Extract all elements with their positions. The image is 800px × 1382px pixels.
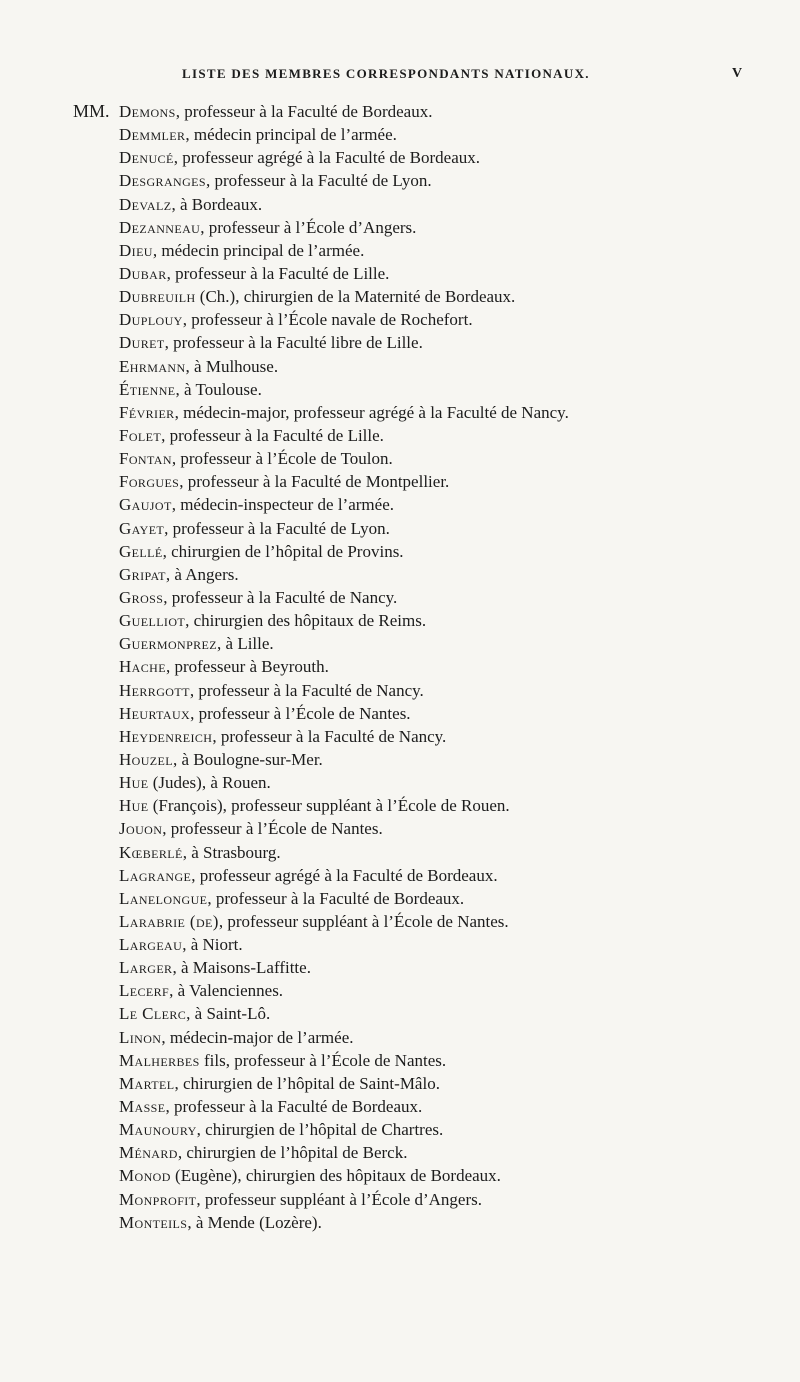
entry-text — [119, 493, 394, 516]
list-item — [0, 910, 800, 933]
list-item — [0, 1164, 800, 1187]
entry-text — [119, 216, 416, 239]
entry-text — [119, 424, 384, 447]
member-description: , médecin principal de l’armée. — [152, 240, 365, 260]
list-item — [0, 193, 800, 216]
member-description: , à Lille. — [217, 634, 274, 654]
member-description: , chirurgien de l’hôpital de Chartres. — [196, 1120, 444, 1140]
member-name: Lagrange — [119, 865, 192, 885]
entry-text — [119, 1188, 482, 1211]
member-name: Dubreuilh — [119, 287, 196, 307]
list-item — [0, 378, 800, 401]
member-name: Dubar — [119, 263, 167, 283]
member-name: Heydenreich — [119, 726, 213, 746]
page-number: V — [732, 66, 743, 81]
entry-text — [119, 447, 393, 470]
member-name: Largeau — [119, 935, 183, 955]
entry-text — [119, 609, 426, 632]
entry-text — [119, 1211, 322, 1234]
entry-text — [119, 123, 397, 146]
member-name: Guelliot — [119, 611, 186, 631]
list-item — [0, 586, 800, 609]
list-item — [0, 817, 800, 840]
member-description: , à Toulouse. — [175, 379, 262, 399]
member-name: Monteils — [119, 1212, 188, 1232]
entry-text — [119, 933, 243, 956]
member-name: Gross — [119, 587, 164, 607]
member-description: , professeur à la Faculté libre de Lille. — [164, 333, 423, 353]
member-description: , professeur suppléant à l’École de Nantes. — [218, 911, 509, 931]
entry-text — [119, 725, 446, 748]
list-item — [0, 679, 800, 702]
list-item — [0, 146, 800, 169]
honorific-prefix: MM. — [73, 101, 110, 121]
member-description: , professeur à la Faculté de Lyon. — [205, 171, 432, 191]
list-item — [0, 748, 800, 771]
member-name: Hue — [119, 796, 149, 816]
member-name: Maunoury — [119, 1120, 197, 1140]
member-description: , à Valenciennes. — [169, 981, 284, 1001]
list-item — [0, 864, 800, 887]
member-description: , professeur à la Faculté de Lille. — [161, 425, 384, 445]
member-description: , médecin-inspecteur de l’armée. — [171, 495, 394, 515]
entry-text — [119, 679, 424, 702]
member-description: , à Strasbourg. — [182, 842, 281, 862]
entry-text — [119, 193, 262, 216]
entry-text — [119, 308, 473, 331]
entry-text — [119, 517, 390, 540]
member-name: Gripat — [119, 564, 166, 584]
entry-text — [119, 1095, 422, 1118]
member-name: Heurtaux — [119, 703, 191, 723]
member-description: , chirurgien de l’hôpital de Saint-Mâlo. — [174, 1073, 440, 1093]
member-name: Malherbes — [119, 1050, 200, 1070]
member-description: , chirurgien de l’hôpital de Berck. — [177, 1143, 408, 1163]
entry-text — [119, 1026, 354, 1049]
entry-text — [119, 470, 449, 493]
member-description: , à Mulhouse. — [185, 356, 279, 376]
list-item — [0, 470, 800, 493]
entry-text — [119, 239, 364, 262]
member-description: , à Angers. — [165, 564, 239, 584]
member-description: , professeur à l’École de Toulon. — [171, 449, 393, 469]
member-name: Ehrmann — [119, 356, 186, 376]
member-description: , professeur à la Faculté de Bordeaux. — [165, 1097, 423, 1117]
member-description: fils, professeur à l’École de Nantes. — [199, 1050, 447, 1070]
member-list — [0, 100, 800, 1234]
entry-text — [119, 1118, 443, 1141]
member-description: , à Mende (Lozère). — [187, 1212, 322, 1232]
member-description: , à Saint-Lô. — [186, 1004, 271, 1024]
member-description: , professeur à l’École d’Angers. — [200, 217, 417, 237]
list-item — [0, 1002, 800, 1025]
member-name: Gayet — [119, 518, 165, 538]
entry-text — [119, 586, 397, 609]
member-name: Folet — [119, 425, 162, 445]
member-name: Dieu — [119, 240, 153, 260]
member-description: , professeur suppléant à l’École d’Angers. — [196, 1189, 483, 1209]
member-description: , à Maisons-Laffitte. — [172, 958, 311, 978]
list-item — [0, 1095, 800, 1118]
list-item — [0, 933, 800, 956]
member-name: Duplouy — [119, 310, 183, 330]
list-item — [0, 1072, 800, 1095]
entry-text — [119, 817, 383, 840]
list-item — [0, 262, 800, 285]
member-description: , professeur à la Faculté de Nancy. — [189, 680, 424, 700]
list-item — [0, 285, 800, 308]
member-name: Jouon — [119, 819, 163, 839]
entry-text — [119, 979, 283, 1002]
member-description: , médecin-major de l’armée. — [161, 1027, 354, 1047]
entry-text — [119, 1164, 501, 1187]
member-description: , professeur à la Faculté de Lyon. — [164, 518, 390, 538]
entry-text — [119, 887, 464, 910]
member-name: Lanelongue — [119, 888, 208, 908]
member-description: , professeur à Beyrouth. — [165, 657, 329, 677]
list-item — [0, 725, 800, 748]
member-description: , professeur à l’École de Nantes. — [162, 819, 383, 839]
member-name: Demons — [119, 102, 176, 121]
member-description: , professeur à la Faculté de Nancy. — [163, 587, 398, 607]
member-name: Fontan — [119, 449, 172, 469]
list-item — [0, 169, 800, 192]
member-description: , à Boulogne-sur-Mer. — [173, 749, 323, 769]
entry-text — [119, 1049, 446, 1072]
entry-text — [119, 285, 515, 308]
member-name: Linon — [119, 1027, 162, 1047]
member-name: Devalz — [119, 194, 172, 214]
member-description: , professeur à la Faculté de Nancy. — [212, 726, 447, 746]
list-item — [0, 331, 800, 354]
member-name: Demmler — [119, 125, 186, 145]
member-description: , chirurgien de l’hôpital de Provins. — [162, 541, 404, 561]
list-item — [0, 1211, 800, 1234]
list-item — [0, 1049, 800, 1072]
entry-text — [119, 262, 389, 285]
entry-text — [119, 146, 480, 169]
member-name: Lecerf — [119, 981, 170, 1001]
list-item — [0, 100, 800, 123]
member-name: Forgues — [119, 472, 180, 492]
entry-text — [119, 355, 278, 378]
member-description: , chirurgien des hôpitaux de Reims. — [185, 611, 427, 631]
member-name: Ménard — [119, 1143, 178, 1163]
entry-text — [119, 1072, 440, 1095]
list-item — [0, 308, 800, 331]
list-item — [0, 1188, 800, 1211]
entry-text — [119, 748, 323, 771]
list-item — [0, 355, 800, 378]
list-item — [0, 1118, 800, 1141]
member-description: , professeur à l’École de Nantes. — [190, 703, 411, 723]
entry-text — [119, 956, 311, 979]
member-description: (Eugène), chirurgien des hôpitaux de Bordeaux. — [170, 1166, 501, 1186]
running-header — [0, 66, 800, 86]
member-name: Hache — [119, 657, 166, 677]
member-description: , professeur à l’École navale de Rochefort. — [182, 310, 473, 330]
list-item — [0, 609, 800, 632]
entry-text — [119, 771, 271, 794]
member-description: , professeur agrégé à la Faculté de Bordeaux. — [173, 148, 481, 168]
list-item — [0, 702, 800, 725]
member-name: Monod — [119, 1166, 171, 1186]
list-item — [0, 424, 800, 447]
list-item — [0, 794, 800, 817]
entry-text — [119, 331, 423, 354]
list-item — [0, 239, 800, 262]
entry-text — [119, 1002, 270, 1025]
list-item — [0, 563, 800, 586]
member-description: , à Niort. — [182, 935, 243, 955]
list-item — [0, 123, 800, 146]
member-name: Monprofit — [119, 1189, 197, 1209]
member-name: Masse — [119, 1097, 166, 1117]
member-name: Hue — [119, 773, 149, 793]
member-description: (François), professeur suppléant à l’École de Rouen. — [148, 796, 510, 816]
member-name: Le Clerc — [119, 1004, 187, 1024]
member-name: Denucé — [119, 148, 174, 168]
entry-text — [119, 841, 281, 864]
entry-text — [119, 563, 239, 586]
member-name: Duret — [119, 333, 165, 353]
member-description: (Judes), à Rouen. — [148, 773, 271, 793]
list-item — [0, 979, 800, 1002]
member-description: (Ch.), chirurgien de la Maternité de Bordeaux. — [195, 287, 516, 307]
member-name: Larabrie (de) — [119, 911, 219, 931]
member-name: Houzel — [119, 749, 173, 769]
member-name: Gaujot — [119, 495, 172, 515]
entry-text — [119, 702, 411, 725]
member-description: , professeur agrégé à la Faculté de Bordeaux. — [191, 865, 498, 885]
member-name: Larger — [119, 958, 173, 978]
entry-text — [119, 864, 498, 887]
list-item — [0, 632, 800, 655]
list-item — [0, 956, 800, 979]
entry-text — [119, 100, 432, 123]
member-name: Dezanneau — [119, 217, 201, 237]
list-item — [0, 401, 800, 424]
entry-text — [119, 1141, 407, 1164]
member-description: , à Bordeaux. — [171, 194, 263, 214]
entry-text — [119, 632, 274, 655]
entry-text — [119, 378, 262, 401]
list-item — [0, 517, 800, 540]
entry-text — [119, 655, 329, 678]
member-description: , professeur à la Faculté de Lille. — [166, 263, 390, 283]
list-item — [0, 1026, 800, 1049]
running-title: LISTE DES MEMBRES CORRESPONDANTS NATIONAUX. — [182, 66, 590, 81]
member-name: Martel — [119, 1073, 175, 1093]
member-description: , médecin principal de l’armée. — [185, 125, 397, 145]
entry-text — [119, 169, 432, 192]
member-description: , professeur à la Faculté de Montpellier. — [179, 472, 450, 492]
list-item — [0, 493, 800, 516]
member-description: , médecin-major, professeur agrégé à la Faculté de Nancy. — [174, 402, 569, 422]
list-item — [0, 771, 800, 794]
member-name: Herrgott — [119, 680, 190, 700]
list-item — [0, 887, 800, 910]
list-item — [0, 841, 800, 864]
list-item — [0, 216, 800, 239]
list-item — [0, 540, 800, 563]
member-name: Février — [119, 402, 175, 422]
list-item — [0, 1141, 800, 1164]
member-name: Guermonprez — [119, 634, 218, 654]
member-name: Desgranges — [119, 171, 206, 191]
entry-text — [119, 794, 510, 817]
list-item — [0, 655, 800, 678]
member-name: Étienne — [119, 379, 176, 399]
entry-text — [119, 401, 569, 424]
member-description: , professeur à la Faculté de Bordeaux. — [175, 102, 433, 121]
list-item — [0, 447, 800, 470]
entry-text — [119, 540, 404, 563]
member-description: , professeur à la Faculté de Bordeaux. — [207, 888, 465, 908]
member-name: Gellé — [119, 541, 163, 561]
entry-text — [119, 910, 509, 933]
member-name: Kœberlé — [119, 842, 183, 862]
